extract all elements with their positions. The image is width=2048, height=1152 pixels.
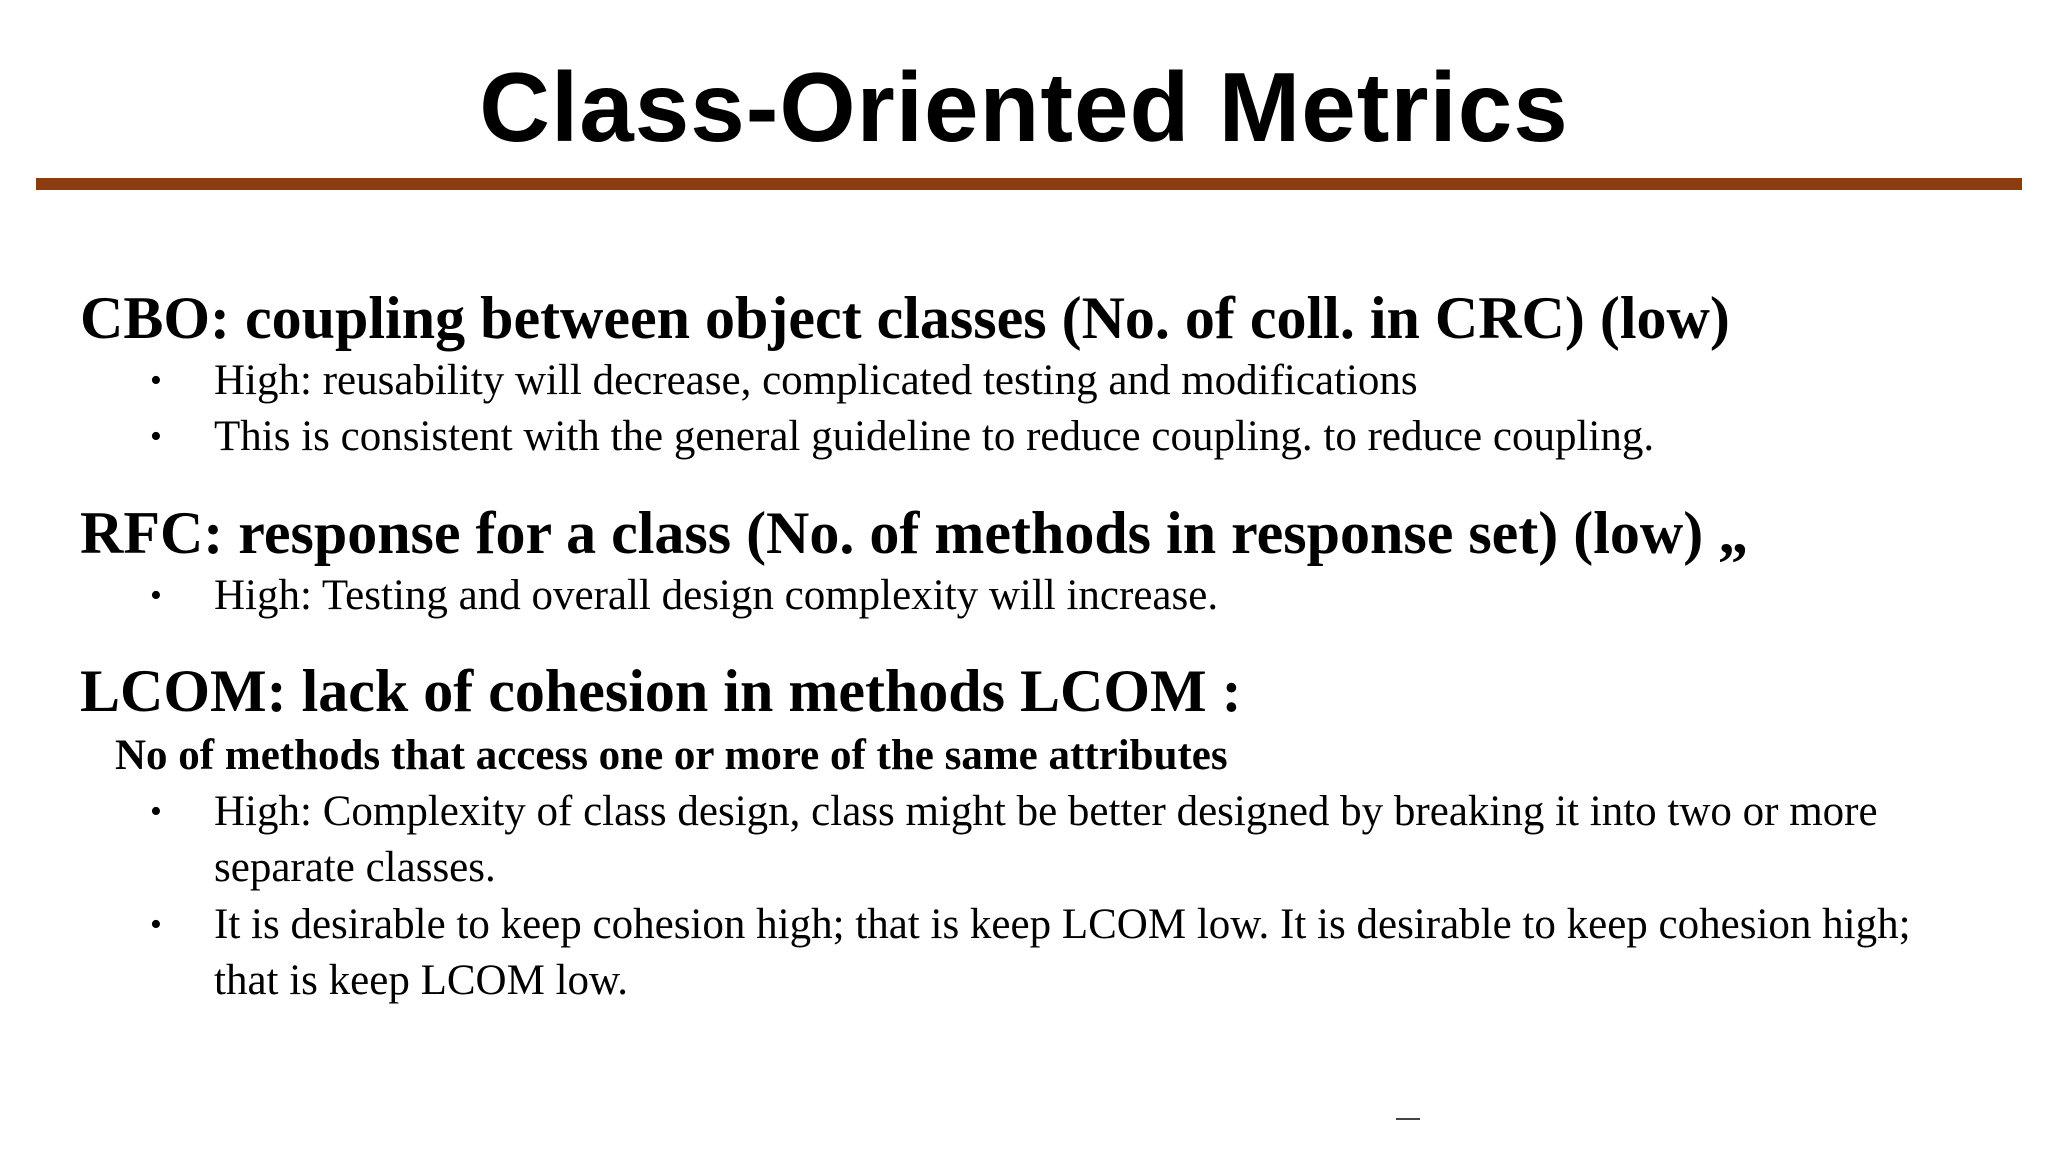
- bullet-icon: •: [150, 793, 162, 830]
- lcom-bullet-2: [150, 897, 1980, 1009]
- lcom-subheading: No of methods that access one or more of the same attributes: [115, 732, 1228, 779]
- lcom-heading: LCOM: lack of cohesion in methods LCOM :: [80, 658, 1242, 724]
- rfc-bullet-1: [150, 568, 1980, 624]
- bullet-icon: •: [150, 906, 162, 943]
- cbo-bullet-2: [150, 409, 1980, 465]
- title-divider: [36, 178, 2022, 190]
- bullet-icon: •: [150, 577, 162, 614]
- bullet-text: High: Testing and overall design complexity will increase.: [214, 572, 1219, 619]
- slide-title: Class-Oriented Metrics: [479, 52, 1569, 162]
- cbo-bullet-1: [150, 353, 1980, 409]
- lcom-bullet-1: [150, 784, 1980, 896]
- cbo-heading: CBO: coupling between object classes (No. of coll. in CRC) (low): [80, 285, 1730, 351]
- rfc-heading: RFC: response for a class (No. of methods in response set) (low) „: [80, 500, 1749, 566]
- bullet-text: It is desirable to keep cohesion high; that is keep LCOM low. It is desirable to keep cohesion high; that is keep LCOM low.: [214, 901, 1911, 1004]
- bullet-icon: •: [150, 418, 162, 455]
- bullet-text: High: reusability will decrease, complicated testing and modifications: [214, 357, 1418, 404]
- bullet-icon: •: [150, 362, 162, 399]
- footer-mark: [1396, 1118, 1420, 1120]
- bullet-text: High: Complexity of class design, class might be better designed by breaking it into two or more separate classes.: [214, 788, 1878, 891]
- bullet-text: This is consistent with the general guideline to reduce coupling. to reduce coupling.: [214, 413, 1655, 460]
